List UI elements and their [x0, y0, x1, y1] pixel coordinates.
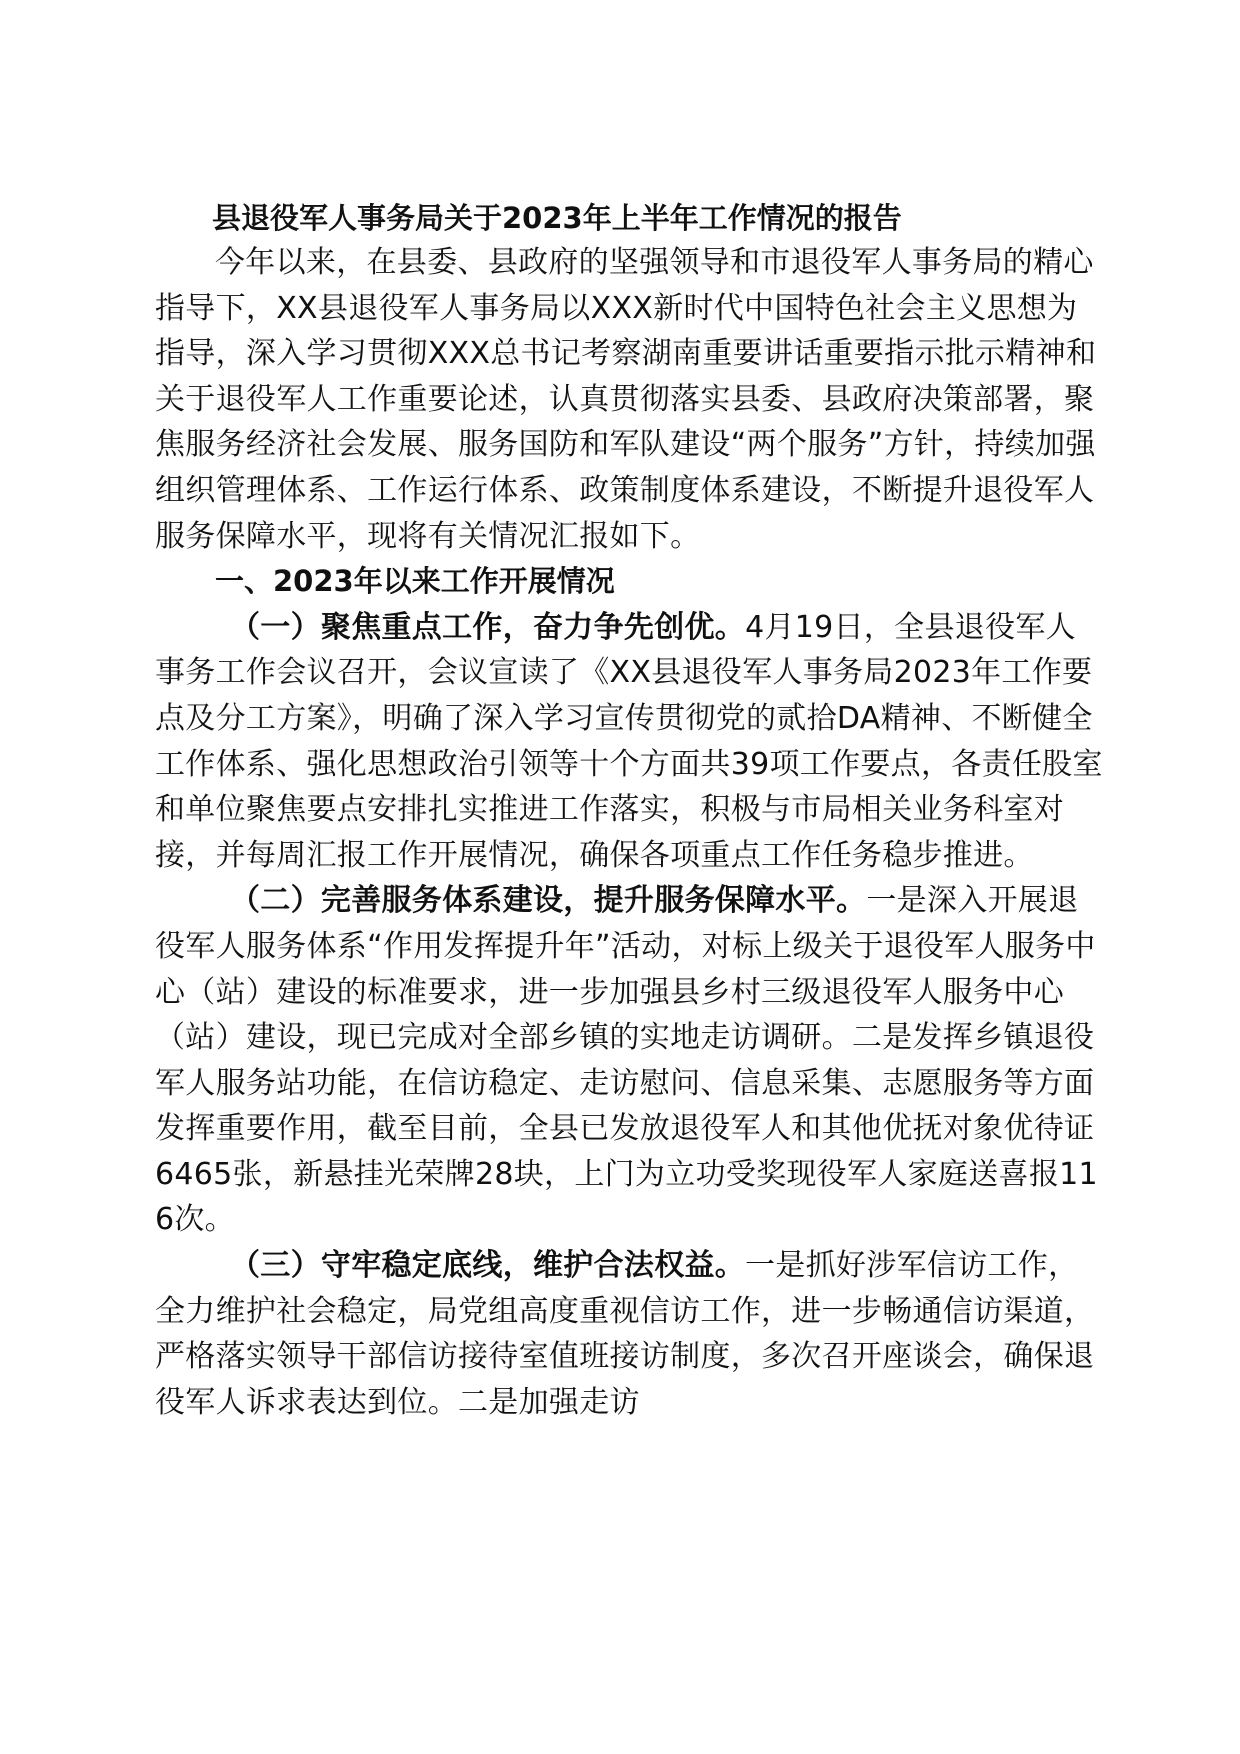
subsection-body: 4月19日，全县退役军人事务工作会议召开，会议宣读了《XX县退役军人事务局2023年工作要点及分工方案》，明确了深入学习宣传贯彻党的贰拾DA精神、不断健全工作体系、强化思想政治引领等十个方面共39项工作要点，各责任股室和单位聚焦要点安排扎实推进工作落实，积极与市局相关业务科室对接，并每周汇报工作开展情况，确保各项重点工作任务稳步推进。 [155, 609, 1103, 873]
subsection-lead: （一）聚焦重点工作，奋力争先创优。 [230, 609, 746, 645]
document-body [155, 198, 1105, 1425]
document-title: 县退役军人事务局关于2023年上半年工作情况的报告 [212, 201, 902, 235]
subsection-body: 一是抓好涉军信访工作，全力维护社会稳定，局党组高度重视信访工作，进一步畅通信访渠道，严格落实领导干部信访接待室值班接访制度，多次召开座谈会，确保退役军人诉求表达到位。二是加强走访 [155, 1248, 1095, 1420]
intro-paragraph: 今年以来，在县委、县政府的坚强领导和市退役军人事务局的精心指导下，XX县退役军人事务局以XXX新时代中国特色社会主义思想为指导，深入学习贯彻XXX总书记考察湖南重要讲话重要指示批示精神和关于退役军人工作重要论述，认真贯彻落实县委、县政府决策部署，聚焦服务经济社会发展、服务国防和军队建设“两个服务”方针，持续加强组织管理体系、工作运行体系、政策制度体系建设，不断提升退役军人服务保障水平，现将有关情况汇报如下。 [155, 245, 1097, 554]
subsection-body: 一是深入开展退役军人服务体系“作用发挥提升年”活动，对标上级关于退役军人服务中心（站）建设的标准要求，进一步加强县乡村三级退役军人服务中心（站）建设，现已完成对全部乡镇的实地走访调研。二是发挥乡镇退役军人服务站功能，在信访稳定、走访慰问、信息采集、志愿服务等方面发挥重要作用，截至目前，全县已发放退役军人和其他优抚对象优待证6465张，新悬挂光荣牌28块，上门为立功受奖现役军人家庭送喜报116次。 [155, 883, 1098, 1238]
section-heading: 一、2023年以来工作开展情况 [215, 564, 615, 599]
subsection-lead: （三）守牢稳定底线，维护合法权益。 [230, 1248, 746, 1284]
subsection-lead: （二）完善服务体系建设，提升服务保障水平。 [230, 883, 867, 919]
subsection-paragraph-3 [155, 1243, 1105, 1425]
subsection-paragraph-1 [155, 605, 1105, 879]
subsection-paragraph-2 [155, 878, 1105, 1243]
